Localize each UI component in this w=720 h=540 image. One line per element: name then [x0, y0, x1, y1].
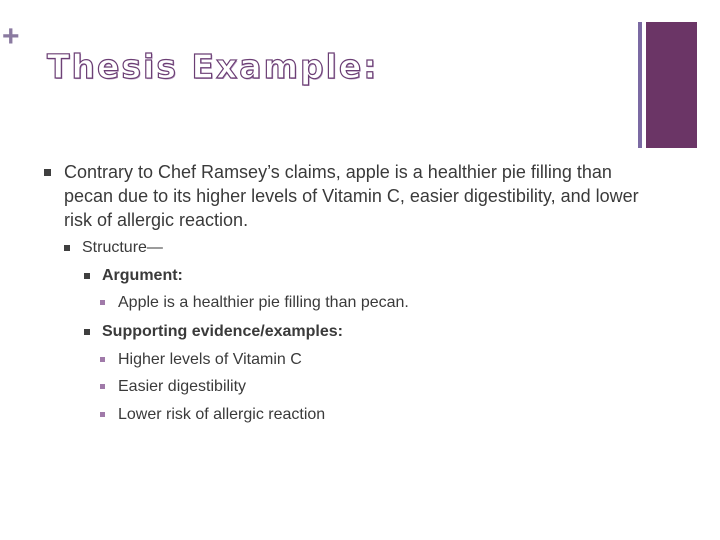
argument-label: Argument: [102, 267, 183, 284]
structure-label: Structure— [82, 239, 163, 256]
square-bullet-icon [64, 245, 70, 251]
argument-text: Apple is a healthier pie filling than pecan. [118, 294, 409, 311]
square-bullet-icon [100, 357, 105, 362]
square-bullet-icon [100, 412, 105, 417]
evidence-item [102, 322, 343, 342]
evidence-label: Supporting evidence/examples: [102, 323, 343, 340]
square-bullet-icon [100, 384, 105, 389]
evidence-text: Lower risk of allergic reaction [118, 406, 326, 423]
structure-item [82, 238, 163, 258]
argument-detail-item [118, 293, 409, 313]
evidence-list-item [118, 377, 246, 397]
main-point-item [64, 160, 644, 232]
square-bullet-icon [100, 300, 105, 305]
argument-item [102, 266, 183, 286]
evidence-text: Higher levels of Vitamin C [118, 351, 302, 368]
square-bullet-icon [44, 169, 51, 176]
square-bullet-icon [84, 273, 90, 279]
slide-title: Thesis Example: [47, 47, 379, 86]
evidence-list-item [118, 405, 325, 425]
evidence-text: Easier digestibility [118, 378, 247, 395]
square-bullet-icon [84, 329, 90, 335]
plus-mark: + [2, 20, 20, 53]
main-point-text: Contrary to Chef Ramsey’s claims, apple is a healthier pie filling than pecan due to its higher levels of Vitamin C, easier digestibility, and lower risk of allergic reaction. [64, 162, 639, 230]
decorative-thin-bar [638, 22, 642, 148]
evidence-list-item [118, 350, 302, 370]
decorative-accent-bar [646, 22, 697, 148]
